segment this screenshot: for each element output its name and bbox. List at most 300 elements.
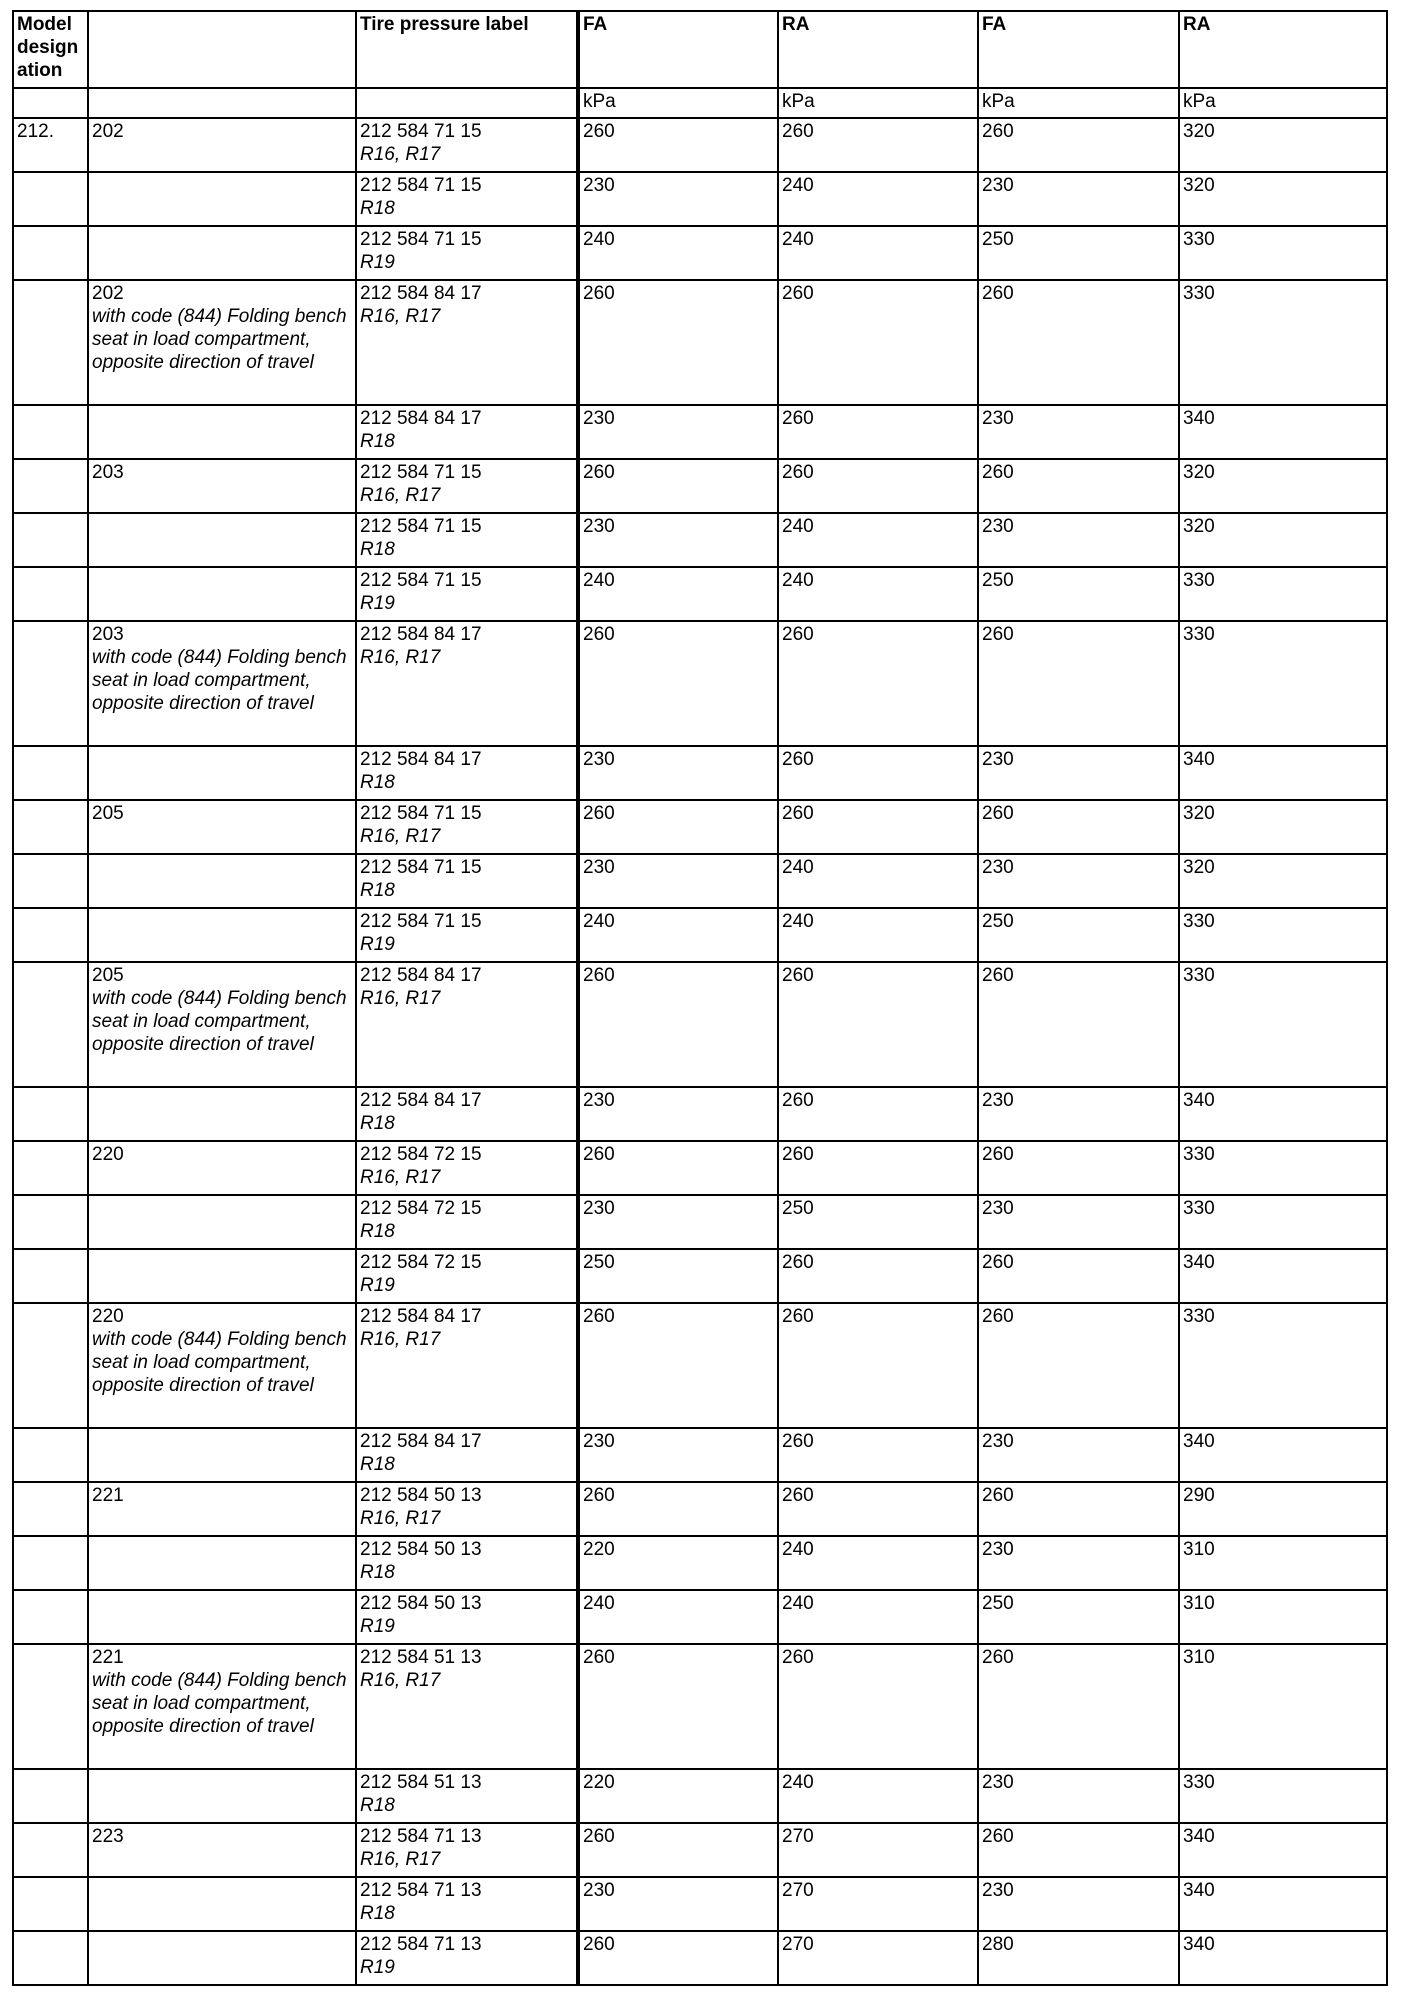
label-number: 212 584 84 17: [360, 408, 482, 429]
ra-2-cell: [1179, 962, 1387, 1087]
table-body: [13, 118, 1387, 1985]
table-row: [13, 1482, 1387, 1536]
table-row: [13, 1590, 1387, 1644]
tire-pressure-label-cell: [356, 1428, 578, 1482]
ra-1-value: 260: [782, 1090, 814, 1111]
ra-1-value: 240: [782, 229, 814, 250]
fa-1-value: 240: [583, 229, 615, 250]
ra-2-cell: [1179, 459, 1387, 513]
variant-cell: [88, 1087, 356, 1141]
fa-2-cell: [978, 459, 1179, 513]
ra-1-value: 240: [782, 570, 814, 591]
ra-2-value: 330: [1183, 229, 1215, 250]
ra-1-value: 240: [782, 911, 814, 932]
tire-pressure-label-cell: [356, 567, 578, 621]
fa-1-value: 240: [583, 911, 615, 932]
variant-cell: [88, 962, 356, 1087]
table-row: [13, 118, 1387, 172]
fa-2-value: 280: [982, 1934, 1014, 1955]
table-row: [13, 567, 1387, 621]
label-number: 212 584 71 13: [360, 1934, 482, 1955]
variant-cell: [88, 1303, 356, 1428]
ra-1-value: 240: [782, 1772, 814, 1793]
table-row: [13, 854, 1387, 908]
model-designation-cell: [13, 567, 88, 621]
table-row: [13, 621, 1387, 746]
ra-2-value: 340: [1183, 1090, 1215, 1111]
tire-pressure-label-cell: [356, 1769, 578, 1823]
tire-pressure-label-cell: [356, 908, 578, 962]
tire-pressure-label-cell: [356, 459, 578, 513]
unit-fa-2: kPa: [978, 88, 1179, 118]
fa-2-cell: [978, 280, 1179, 405]
variant-cell: [88, 280, 356, 405]
ra-1-value: 240: [782, 516, 814, 537]
tire-size: R19: [360, 1616, 395, 1637]
ra-2-value: 330: [1183, 965, 1215, 986]
variant-code: 202: [92, 283, 124, 304]
ra-1-cell: [778, 1428, 978, 1482]
model-designation-cell: [13, 405, 88, 459]
tire-pressure-label-cell: [356, 1195, 578, 1249]
fa-2-cell: [978, 1428, 1179, 1482]
tire-size: R16, R17: [360, 485, 441, 506]
tire-size: R18: [360, 1903, 395, 1924]
variant-code: 202: [92, 121, 124, 142]
fa-2-cell: [978, 118, 1179, 172]
fa-1-value: 230: [583, 408, 615, 429]
tire-size: R18: [360, 1795, 395, 1816]
header-model-designation: Model design ation: [13, 11, 88, 88]
fa-1-cell: [578, 513, 778, 567]
variant-note: with code (844) Folding bench seat in load compartment, opposite direction of travel: [92, 306, 347, 373]
tire-size: R18: [360, 1113, 395, 1134]
fa-1-cell: [578, 1823, 778, 1877]
label-number: 212 584 72 15: [360, 1144, 482, 1165]
label-number: 212 584 71 15: [360, 570, 482, 591]
fa-1-value: 260: [583, 283, 615, 304]
fa-2-value: 260: [982, 462, 1014, 483]
ra-1-cell: [778, 226, 978, 280]
variant-cell: [88, 621, 356, 746]
fa-2-value: 230: [982, 749, 1014, 770]
ra-1-cell: [778, 459, 978, 513]
table-row: [13, 226, 1387, 280]
fa-1-cell: [578, 280, 778, 405]
tire-pressure-label-cell: [356, 1644, 578, 1769]
variant-cell: [88, 1823, 356, 1877]
variant-cell: [88, 1195, 356, 1249]
model-designation-cell: [13, 800, 88, 854]
model-designation-cell: [13, 1482, 88, 1536]
fa-1-cell: [578, 172, 778, 226]
fa-1-cell: [578, 1590, 778, 1644]
table-row: [13, 1931, 1387, 1985]
fa-1-cell: [578, 1249, 778, 1303]
model-designation-cell: [13, 621, 88, 746]
label-number: 212 584 84 17: [360, 749, 482, 770]
fa-1-value: 240: [583, 570, 615, 591]
tire-size: R18: [360, 1454, 395, 1475]
variant-cell: [88, 567, 356, 621]
label-number: 212 584 51 13: [360, 1772, 482, 1793]
fa-2-value: 230: [982, 175, 1014, 196]
ra-1-cell: [778, 567, 978, 621]
label-number: 212 584 71 13: [360, 1880, 482, 1901]
table-row: [13, 962, 1387, 1087]
ra-1-cell: [778, 118, 978, 172]
table-row: [13, 746, 1387, 800]
ra-1-cell: [778, 1249, 978, 1303]
label-number: 212 584 71 15: [360, 462, 482, 483]
model-designation-cell: [13, 1087, 88, 1141]
table-row: [13, 1536, 1387, 1590]
model-designation-cell: [13, 1303, 88, 1428]
fa-2-cell: [978, 746, 1179, 800]
fa-1-value: 230: [583, 1198, 615, 1219]
tire-size: R19: [360, 252, 395, 273]
ra-1-cell: [778, 1590, 978, 1644]
variant-code: 221: [92, 1647, 124, 1668]
ra-2-cell: [1179, 1877, 1387, 1931]
table-row: [13, 405, 1387, 459]
variant-code: 203: [92, 462, 124, 483]
label-number: 212 584 84 17: [360, 624, 482, 645]
fa-1-cell: [578, 1877, 778, 1931]
tire-pressure-label-cell: [356, 621, 578, 746]
table-row: [13, 1303, 1387, 1428]
variant-cell: [88, 1877, 356, 1931]
fa-2-cell: [978, 1482, 1179, 1536]
label-number: 212 584 71 15: [360, 516, 482, 537]
tire-pressure-label-cell: [356, 1303, 578, 1428]
tire-pressure-label-cell: [356, 962, 578, 1087]
ra-2-value: 330: [1183, 283, 1215, 304]
fa-2-value: 230: [982, 1772, 1014, 1793]
model-designation-cell: [13, 280, 88, 405]
tire-pressure-label-cell: [356, 800, 578, 854]
model-designation-cell: [13, 1644, 88, 1769]
label-number: 212 584 72 15: [360, 1252, 482, 1273]
ra-2-cell: [1179, 1303, 1387, 1428]
tire-size: R18: [360, 539, 395, 560]
ra-2-cell: [1179, 1087, 1387, 1141]
fa-2-cell: [978, 226, 1179, 280]
variant-cell: [88, 800, 356, 854]
fa-2-cell: [978, 1644, 1179, 1769]
model-designation-cell: [13, 172, 88, 226]
table-row: [13, 1249, 1387, 1303]
label-number: 212 584 84 17: [360, 1090, 482, 1111]
ra-2-value: 320: [1183, 462, 1215, 483]
tire-size: R16, R17: [360, 306, 441, 327]
header-variant: [88, 11, 356, 88]
variant-cell: [88, 172, 356, 226]
variant-cell: [88, 1249, 356, 1303]
tire-pressure-table: [12, 10, 1388, 1986]
fa-1-value: 260: [583, 1647, 615, 1668]
fa-2-value: 230: [982, 1431, 1014, 1452]
ra-1-cell: [778, 1536, 978, 1590]
fa-1-value: 260: [583, 803, 615, 824]
fa-2-cell: [978, 513, 1179, 567]
ra-2-value: 340: [1183, 1252, 1215, 1273]
model-designation-cell: [13, 226, 88, 280]
unit-ra-2: kPa: [1179, 88, 1387, 118]
ra-2-cell: [1179, 1590, 1387, 1644]
model-designation-cell: [13, 1195, 88, 1249]
model-designation-cell: [13, 1590, 88, 1644]
ra-1-cell: [778, 962, 978, 1087]
ra-2-cell: [1179, 567, 1387, 621]
label-number: 212 584 71 15: [360, 803, 482, 824]
fa-1-value: 220: [583, 1772, 615, 1793]
fa-2-cell: [978, 1769, 1179, 1823]
tire-size: R16, R17: [360, 1167, 441, 1188]
tire-size: R18: [360, 198, 395, 219]
ra-1-cell: [778, 1195, 978, 1249]
ra-1-value: 260: [782, 749, 814, 770]
ra-2-value: 320: [1183, 803, 1215, 824]
fa-1-cell: [578, 567, 778, 621]
fa-1-cell: [578, 1931, 778, 1985]
tire-size: R18: [360, 431, 395, 452]
variant-code: 205: [92, 803, 124, 824]
table-row: [13, 1823, 1387, 1877]
ra-1-value: 260: [782, 1144, 814, 1165]
fa-1-value: 260: [583, 121, 615, 142]
fa-1-cell: [578, 746, 778, 800]
label-number: 212 584 71 15: [360, 175, 482, 196]
fa-1-value: 260: [583, 624, 615, 645]
fa-2-value: 260: [982, 1485, 1014, 1506]
ra-2-cell: [1179, 908, 1387, 962]
variant-note: with code (844) Folding bench seat in load compartment, opposite direction of travel: [92, 988, 347, 1055]
ra-1-cell: [778, 1644, 978, 1769]
fa-2-value: 230: [982, 516, 1014, 537]
ra-2-cell: [1179, 1769, 1387, 1823]
tire-pressure-label-cell: [356, 1087, 578, 1141]
label-number: 212 584 84 17: [360, 965, 482, 986]
ra-2-value: 330: [1183, 1306, 1215, 1327]
model-designation-cell: [13, 1249, 88, 1303]
ra-1-value: 260: [782, 1431, 814, 1452]
ra-2-value: 340: [1183, 1934, 1215, 1955]
fa-2-value: 260: [982, 283, 1014, 304]
ra-1-cell: [778, 405, 978, 459]
fa-1-cell: [578, 405, 778, 459]
fa-2-cell: [978, 962, 1179, 1087]
ra-1-value: 250: [782, 1198, 814, 1219]
ra-2-cell: [1179, 1931, 1387, 1985]
tire-size: R16, R17: [360, 144, 441, 165]
variant-note: with code (844) Folding bench seat in load compartment, opposite direction of travel: [92, 1329, 347, 1396]
ra-1-value: 260: [782, 803, 814, 824]
fa-1-cell: [578, 1087, 778, 1141]
tire-pressure-label-cell: [356, 226, 578, 280]
fa-1-value: 260: [583, 1485, 615, 1506]
ra-2-value: 340: [1183, 1431, 1215, 1452]
tire-size: R19: [360, 1275, 395, 1296]
tire-size: R16, R17: [360, 1670, 441, 1691]
fa-2-cell: [978, 1087, 1179, 1141]
ra-2-cell: [1179, 1249, 1387, 1303]
variant-code: 220: [92, 1144, 124, 1165]
ra-2-cell: [1179, 1428, 1387, 1482]
table-row: [13, 908, 1387, 962]
table-row: [13, 1087, 1387, 1141]
ra-2-cell: [1179, 1823, 1387, 1877]
fa-2-value: 250: [982, 570, 1014, 591]
fa-1-value: 260: [583, 965, 615, 986]
header-ra-1: RA: [778, 11, 978, 88]
ra-1-value: 240: [782, 857, 814, 878]
label-number: 212 584 84 17: [360, 283, 482, 304]
fa-2-value: 260: [982, 624, 1014, 645]
tire-size: R19: [360, 1957, 395, 1978]
fa-1-value: 260: [583, 1826, 615, 1847]
variant-cell: [88, 1482, 356, 1536]
fa-1-value: 230: [583, 749, 615, 770]
tire-size: R18: [360, 1221, 395, 1242]
model-designation-cell: [13, 962, 88, 1087]
ra-2-value: 340: [1183, 749, 1215, 770]
fa-2-cell: [978, 1931, 1179, 1985]
tire-pressure-label-cell: [356, 513, 578, 567]
header-fa-1: FA: [578, 11, 778, 88]
variant-cell: [88, 746, 356, 800]
fa-2-cell: [978, 854, 1179, 908]
fa-2-value: 260: [982, 803, 1014, 824]
ra-2-cell: [1179, 118, 1387, 172]
fa-2-value: 230: [982, 1198, 1014, 1219]
ra-1-value: 260: [782, 1252, 814, 1273]
tire-pressure-label-cell: [356, 1590, 578, 1644]
ra-1-value: 260: [782, 462, 814, 483]
fa-1-cell: [578, 1303, 778, 1428]
tire-pressure-label-cell: [356, 1482, 578, 1536]
fa-1-value: 230: [583, 516, 615, 537]
variant-code: 205: [92, 965, 124, 986]
tire-pressure-document: [12, 10, 1388, 1986]
tire-size: R18: [360, 772, 395, 793]
variant-cell: [88, 1769, 356, 1823]
fa-1-cell: [578, 1141, 778, 1195]
fa-1-value: 230: [583, 857, 615, 878]
ra-2-value: 330: [1183, 624, 1215, 645]
fa-2-value: 230: [982, 408, 1014, 429]
ra-1-value: 270: [782, 1880, 814, 1901]
variant-code: 221: [92, 1485, 124, 1506]
tire-pressure-label-cell: [356, 405, 578, 459]
ra-1-cell: [778, 172, 978, 226]
label-number: 212 584 72 15: [360, 1198, 482, 1219]
fa-1-cell: [578, 1428, 778, 1482]
tire-size: R19: [360, 934, 395, 955]
fa-1-value: 220: [583, 1539, 615, 1560]
tire-pressure-label-cell: [356, 280, 578, 405]
variant-cell: [88, 1141, 356, 1195]
fa-2-value: 260: [982, 121, 1014, 142]
label-number: 212 584 84 17: [360, 1431, 482, 1452]
ra-1-cell: [778, 1141, 978, 1195]
tire-pressure-label-cell: [356, 854, 578, 908]
fa-1-cell: [578, 1482, 778, 1536]
ra-2-value: 320: [1183, 175, 1215, 196]
table-row: [13, 172, 1387, 226]
model-designation-cell: [13, 1428, 88, 1482]
tire-pressure-label-cell: [356, 1141, 578, 1195]
variant-note: with code (844) Folding bench seat in load compartment, opposite direction of travel: [92, 647, 347, 714]
fa-2-value: 230: [982, 857, 1014, 878]
fa-1-value: 240: [583, 1593, 615, 1614]
ra-2-value: 330: [1183, 1198, 1215, 1219]
ra-1-cell: [778, 280, 978, 405]
ra-2-cell: [1179, 226, 1387, 280]
header-tire-pressure-label: Tire pressure label: [356, 11, 578, 88]
ra-1-cell: [778, 1087, 978, 1141]
model-designation-cell: [13, 459, 88, 513]
ra-1-cell: [778, 854, 978, 908]
ra-1-cell: [778, 513, 978, 567]
variant-code: 220: [92, 1306, 124, 1327]
model-designation-cell: [13, 118, 88, 172]
label-number: 212 584 50 13: [360, 1593, 482, 1614]
ra-2-value: 310: [1183, 1647, 1215, 1668]
variant-code: 203: [92, 624, 124, 645]
fa-1-value: 260: [583, 462, 615, 483]
ra-2-cell: [1179, 1644, 1387, 1769]
ra-1-value: 260: [782, 1647, 814, 1668]
variant-cell: [88, 459, 356, 513]
ra-2-value: 330: [1183, 570, 1215, 591]
variant-cell: [88, 1536, 356, 1590]
fa-1-cell: [578, 1644, 778, 1769]
tire-pressure-label-cell: [356, 1877, 578, 1931]
fa-2-cell: [978, 405, 1179, 459]
ra-1-value: 240: [782, 1539, 814, 1560]
ra-2-value: 340: [1183, 1826, 1215, 1847]
table-row: [13, 800, 1387, 854]
tire-size: R16, R17: [360, 647, 441, 668]
header-ra-2: RA: [1179, 11, 1387, 88]
tire-size: R16, R17: [360, 988, 441, 1009]
ra-2-cell: [1179, 1536, 1387, 1590]
tire-size: R16, R17: [360, 826, 441, 847]
tire-pressure-label-cell: [356, 1249, 578, 1303]
fa-1-value: 230: [583, 1880, 615, 1901]
tire-pressure-label-cell: [356, 118, 578, 172]
variant-cell: [88, 405, 356, 459]
ra-1-value: 240: [782, 1593, 814, 1614]
fa-2-value: 230: [982, 1539, 1014, 1560]
label-number: 212 584 71 15: [360, 229, 482, 250]
fa-1-value: 230: [583, 175, 615, 196]
table-row: [13, 1877, 1387, 1931]
tire-size: R16, R17: [360, 1329, 441, 1350]
fa-2-cell: [978, 1536, 1179, 1590]
ra-2-cell: [1179, 1195, 1387, 1249]
ra-2-value: 340: [1183, 1880, 1215, 1901]
ra-2-value: 320: [1183, 857, 1215, 878]
variant-note: with code (844) Folding bench seat in load compartment, opposite direction of travel: [92, 1670, 347, 1737]
fa-1-cell: [578, 621, 778, 746]
ra-1-value: 270: [782, 1934, 814, 1955]
ra-1-value: 240: [782, 175, 814, 196]
ra-1-cell: [778, 746, 978, 800]
table-row: [13, 1141, 1387, 1195]
ra-1-value: 260: [782, 283, 814, 304]
